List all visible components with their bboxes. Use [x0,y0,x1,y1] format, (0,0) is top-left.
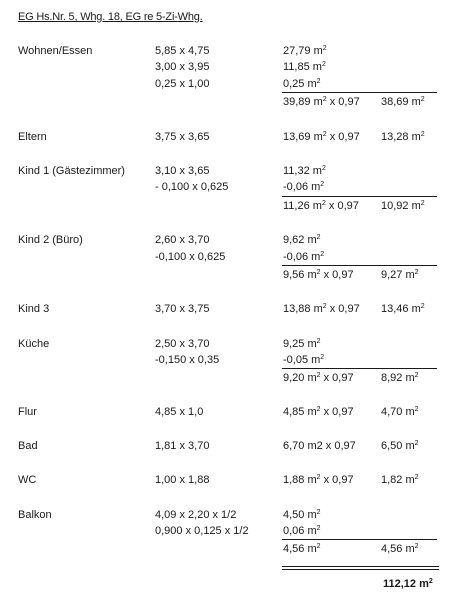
room-name: Flur [18,406,37,418]
room-name: Küche [18,338,50,350]
area-value: 0,25 $m^2$ [283,78,321,90]
area-result: 1,82 $m^2$ [381,474,419,486]
room-name: Kind 1 (Gästezimmer) [18,165,125,177]
area-sum: 13,88 $m^2$ x 0,97 [283,303,360,315]
dimension: 4,09 x 2,20 x 1/2 [155,509,237,521]
sum-rule [282,92,437,93]
dimension: 5,85 x 4,75 [155,45,210,57]
sum-rule [282,265,437,266]
room-name: Bad [18,440,38,452]
area-value: 11,32 $m^2$ [283,165,326,177]
dimension: 0,25 x 1,00 [155,78,210,90]
area-sum: 4,85 $m^2$ x 0,97 [283,406,354,418]
room-name: WC [18,474,37,486]
total-double-rule-bottom [282,569,439,570]
dimension: 3,00 x 3,95 [155,61,210,73]
room-name: Balkon [18,509,52,521]
area-sum: 9,20 $m^2$ x 0,97 [283,372,354,384]
area-value: 4,50 $m^2$ [283,509,321,521]
room-name: Kind 2 (Büro) [18,234,83,246]
area-sum: 39,89 $m^2$ x 0,97 [283,96,360,108]
area-value: -0,06 $m^2$ [283,181,325,193]
area-value: 11,85 $m^2$ [283,61,326,73]
total-double-rule-top [282,566,439,567]
area-sum: 9,56 $m^2$ x 0,97 [283,269,354,281]
area-result: 8,92 $m^2$ [381,372,419,384]
room-name: Wohnen/Essen [18,45,93,57]
area-value: -0,06 $m^2$ [283,251,325,263]
area-value: -0,05 $m^2$ [283,354,325,366]
area-sum: 11,26 $m^2$ x 0,97 [283,200,359,212]
area-result: 6,50 $m^2$ [381,440,419,452]
dimension: 0,900 x 0,125 x 1/2 [155,525,249,537]
dimension: 2,60 x 3,70 [155,234,210,246]
dimension: 3,10 x 3,65 [155,165,210,177]
area-result: 9,27 $m^2$ [381,269,419,281]
area-result: 38,69 $m^2$ [381,96,425,108]
room-name: Kind 3 [18,303,50,315]
area-value: 9,25 $m^2$ [283,338,321,350]
dimension: 3,75 x 3,65 [155,131,210,143]
area-sum: 13,69 $m^2$ x 0,97 [283,131,360,143]
area-result: 13,28 $m^2$ [381,131,425,143]
dimension: 2,50 x 3,70 [155,338,210,350]
dimension: 3,70 x 3,75 [155,303,210,315]
room-name: Eltern [18,131,47,143]
dimension: - 0,100 x 0,625 [155,181,229,193]
dimension: -0,100 x 0,625 [155,251,226,263]
dimension: 4,85 x 1,0 [155,406,204,418]
sum-rule [282,368,437,369]
dimension: -0,150 x 0,35 [155,354,220,366]
area-result: 4,56 $m^2$ [381,543,419,555]
area-result: 4,70 $m^2$ [381,406,419,418]
dimension: 1,00 x 1,88 [155,474,210,486]
area-value: 27,79 $m^2$ [283,45,327,57]
area-sum: 4,56 $m^2$ [283,543,321,555]
area-value: 9,62 $m^2$ [283,234,321,246]
dimension: 1,81 x 3,70 [155,440,210,452]
document-title: EG Hs.Nr. 5, Whg. 18, EG re 5-Zi-Whg. [18,11,203,23]
area-sum: 6,70 m2 x 0,97 [283,440,356,452]
total-area: 112,12 $m^2$ [383,578,433,590]
sum-rule [282,196,437,197]
area-result: 10,92 $m^2$ [381,200,425,212]
area-value: 0,06 $m^2$ [283,525,321,537]
sum-rule [282,539,437,540]
area-sum: 1,88 $m^2$ x 0,97 [283,474,354,486]
area-result: 13,46 $m^2$ [381,303,425,315]
